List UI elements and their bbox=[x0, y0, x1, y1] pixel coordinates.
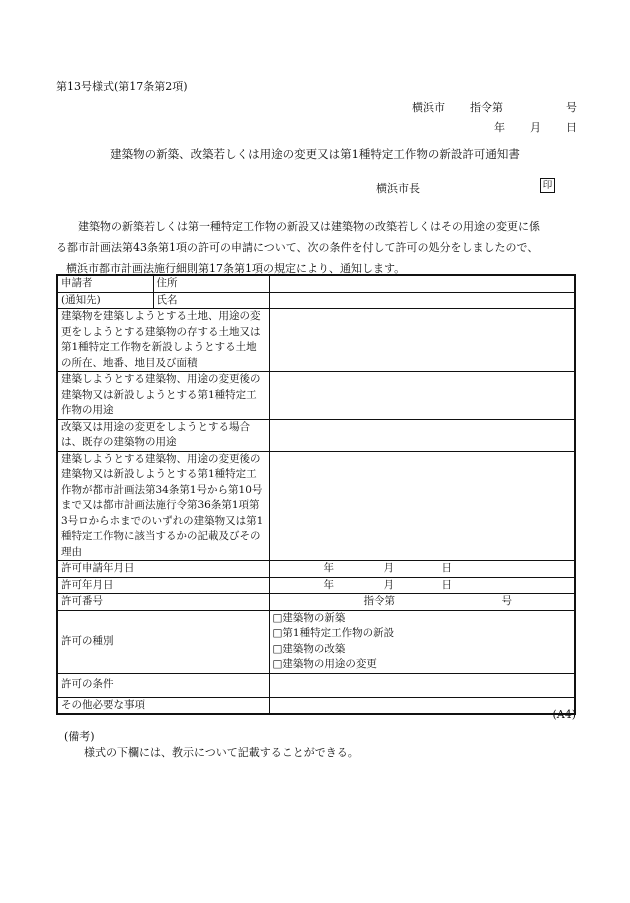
conditions-value bbox=[269, 673, 575, 697]
body-line: 横浜市都市計画法施行細則第17条第1項の規定により、通知します。 bbox=[66, 262, 406, 275]
permit-type-option[interactable]: □建築物の新築 bbox=[272, 611, 346, 624]
directive-label: 指令第 bbox=[470, 101, 503, 114]
use-label: 建築しようとする建築物、用途の変更後の建築物又は新設しようとする第1種特定工作物の用途 bbox=[57, 372, 269, 420]
land-location-label: 建築物を建築しようとする土地、用途の変更をしようとする建築物の存する土地又は第1種特定工作物を新設しようとする土地の所在、地番、地目及び面積 bbox=[57, 309, 269, 372]
address-label: 住所 bbox=[153, 275, 269, 292]
name-value bbox=[269, 292, 575, 309]
land-location-value bbox=[269, 309, 575, 372]
permit-date-label: 許可年月日 bbox=[57, 577, 269, 594]
paper-size: (A4) bbox=[552, 708, 576, 721]
permit-type-option[interactable]: □第1種特定工作物の新設 bbox=[272, 627, 395, 639]
existing-use-label: 改築又は用途の変更をしようとする場合は、既存の建築物の用途 bbox=[57, 419, 269, 451]
year-label: 年 bbox=[323, 578, 334, 591]
conditions-label: 許可の条件 bbox=[57, 673, 269, 697]
existing-use-value bbox=[269, 419, 575, 451]
document-title: 建築物の新築、改築若しくは用途の変更又は第1種特定工作物の新設許可通知書 bbox=[110, 147, 520, 161]
directive-label: 指令第 bbox=[363, 595, 395, 607]
permit-number-label: 許可番号 bbox=[57, 594, 269, 611]
seal-mark: 印 bbox=[540, 178, 555, 193]
day-label: 日 bbox=[566, 121, 577, 134]
body-line: る都市計画法第43条第1項の許可の申請について、次の条件を付して許可の処分をしましたので、 bbox=[56, 241, 539, 254]
use-value bbox=[269, 372, 575, 420]
permit-table bbox=[56, 274, 576, 715]
city-label: 横浜市 bbox=[412, 101, 445, 114]
other-label: その他必要な事項 bbox=[57, 697, 269, 714]
day-label: 日 bbox=[441, 578, 452, 591]
permit-date-value bbox=[269, 577, 575, 594]
notice-to-label: (通知先) bbox=[57, 292, 153, 309]
month-label: 月 bbox=[383, 562, 394, 574]
remarks-body: 様式の下欄には、教示について記載することができる。 bbox=[84, 746, 359, 759]
body-text bbox=[56, 216, 578, 279]
permit-type-option[interactable]: □建築物の用途の変更 bbox=[272, 658, 377, 670]
applicant-label: 申請者 bbox=[57, 275, 153, 292]
body-line: 建築物の新築若しくは第一種特定工作物の新設又は建築物の改築若しくはその用途の変更に係 bbox=[78, 220, 540, 233]
year-label: 年 bbox=[323, 562, 334, 574]
address-value bbox=[269, 275, 575, 292]
day-label: 日 bbox=[441, 562, 452, 574]
permit-type-option[interactable]: □建築物の改築 bbox=[272, 642, 346, 655]
year-label: 年 bbox=[494, 121, 505, 134]
permit-number-value bbox=[269, 594, 575, 611]
month-label: 月 bbox=[530, 121, 541, 134]
remarks-title: (備考) bbox=[64, 730, 95, 743]
month-label: 月 bbox=[383, 578, 394, 591]
reason-value bbox=[269, 451, 575, 561]
reason-label: 建築しようとする建築物、用途の変更後の建築物又は新設しようとする第1種特定工作物が都市計画法第34条第1号から第10号まで又は都市計画法施行令第36条第1項第3号ロからホまでのいずれの建築物又は第1種特定工作物に該当するかの記載及びその理由 bbox=[57, 451, 269, 561]
number-label: 号 bbox=[566, 101, 577, 114]
name-label: 氏名 bbox=[153, 292, 269, 309]
permit-type-options bbox=[269, 610, 575, 673]
application-date-label: 許可申請年月日 bbox=[57, 561, 269, 578]
application-date-value bbox=[269, 561, 575, 578]
number-label: 号 bbox=[501, 595, 512, 607]
permit-type-label: 許可の種別 bbox=[57, 610, 269, 673]
mayor-label: 横浜市長 bbox=[376, 182, 420, 195]
other-value bbox=[269, 697, 575, 714]
form-number: 第13号様式(第17条第2項) bbox=[56, 80, 188, 93]
